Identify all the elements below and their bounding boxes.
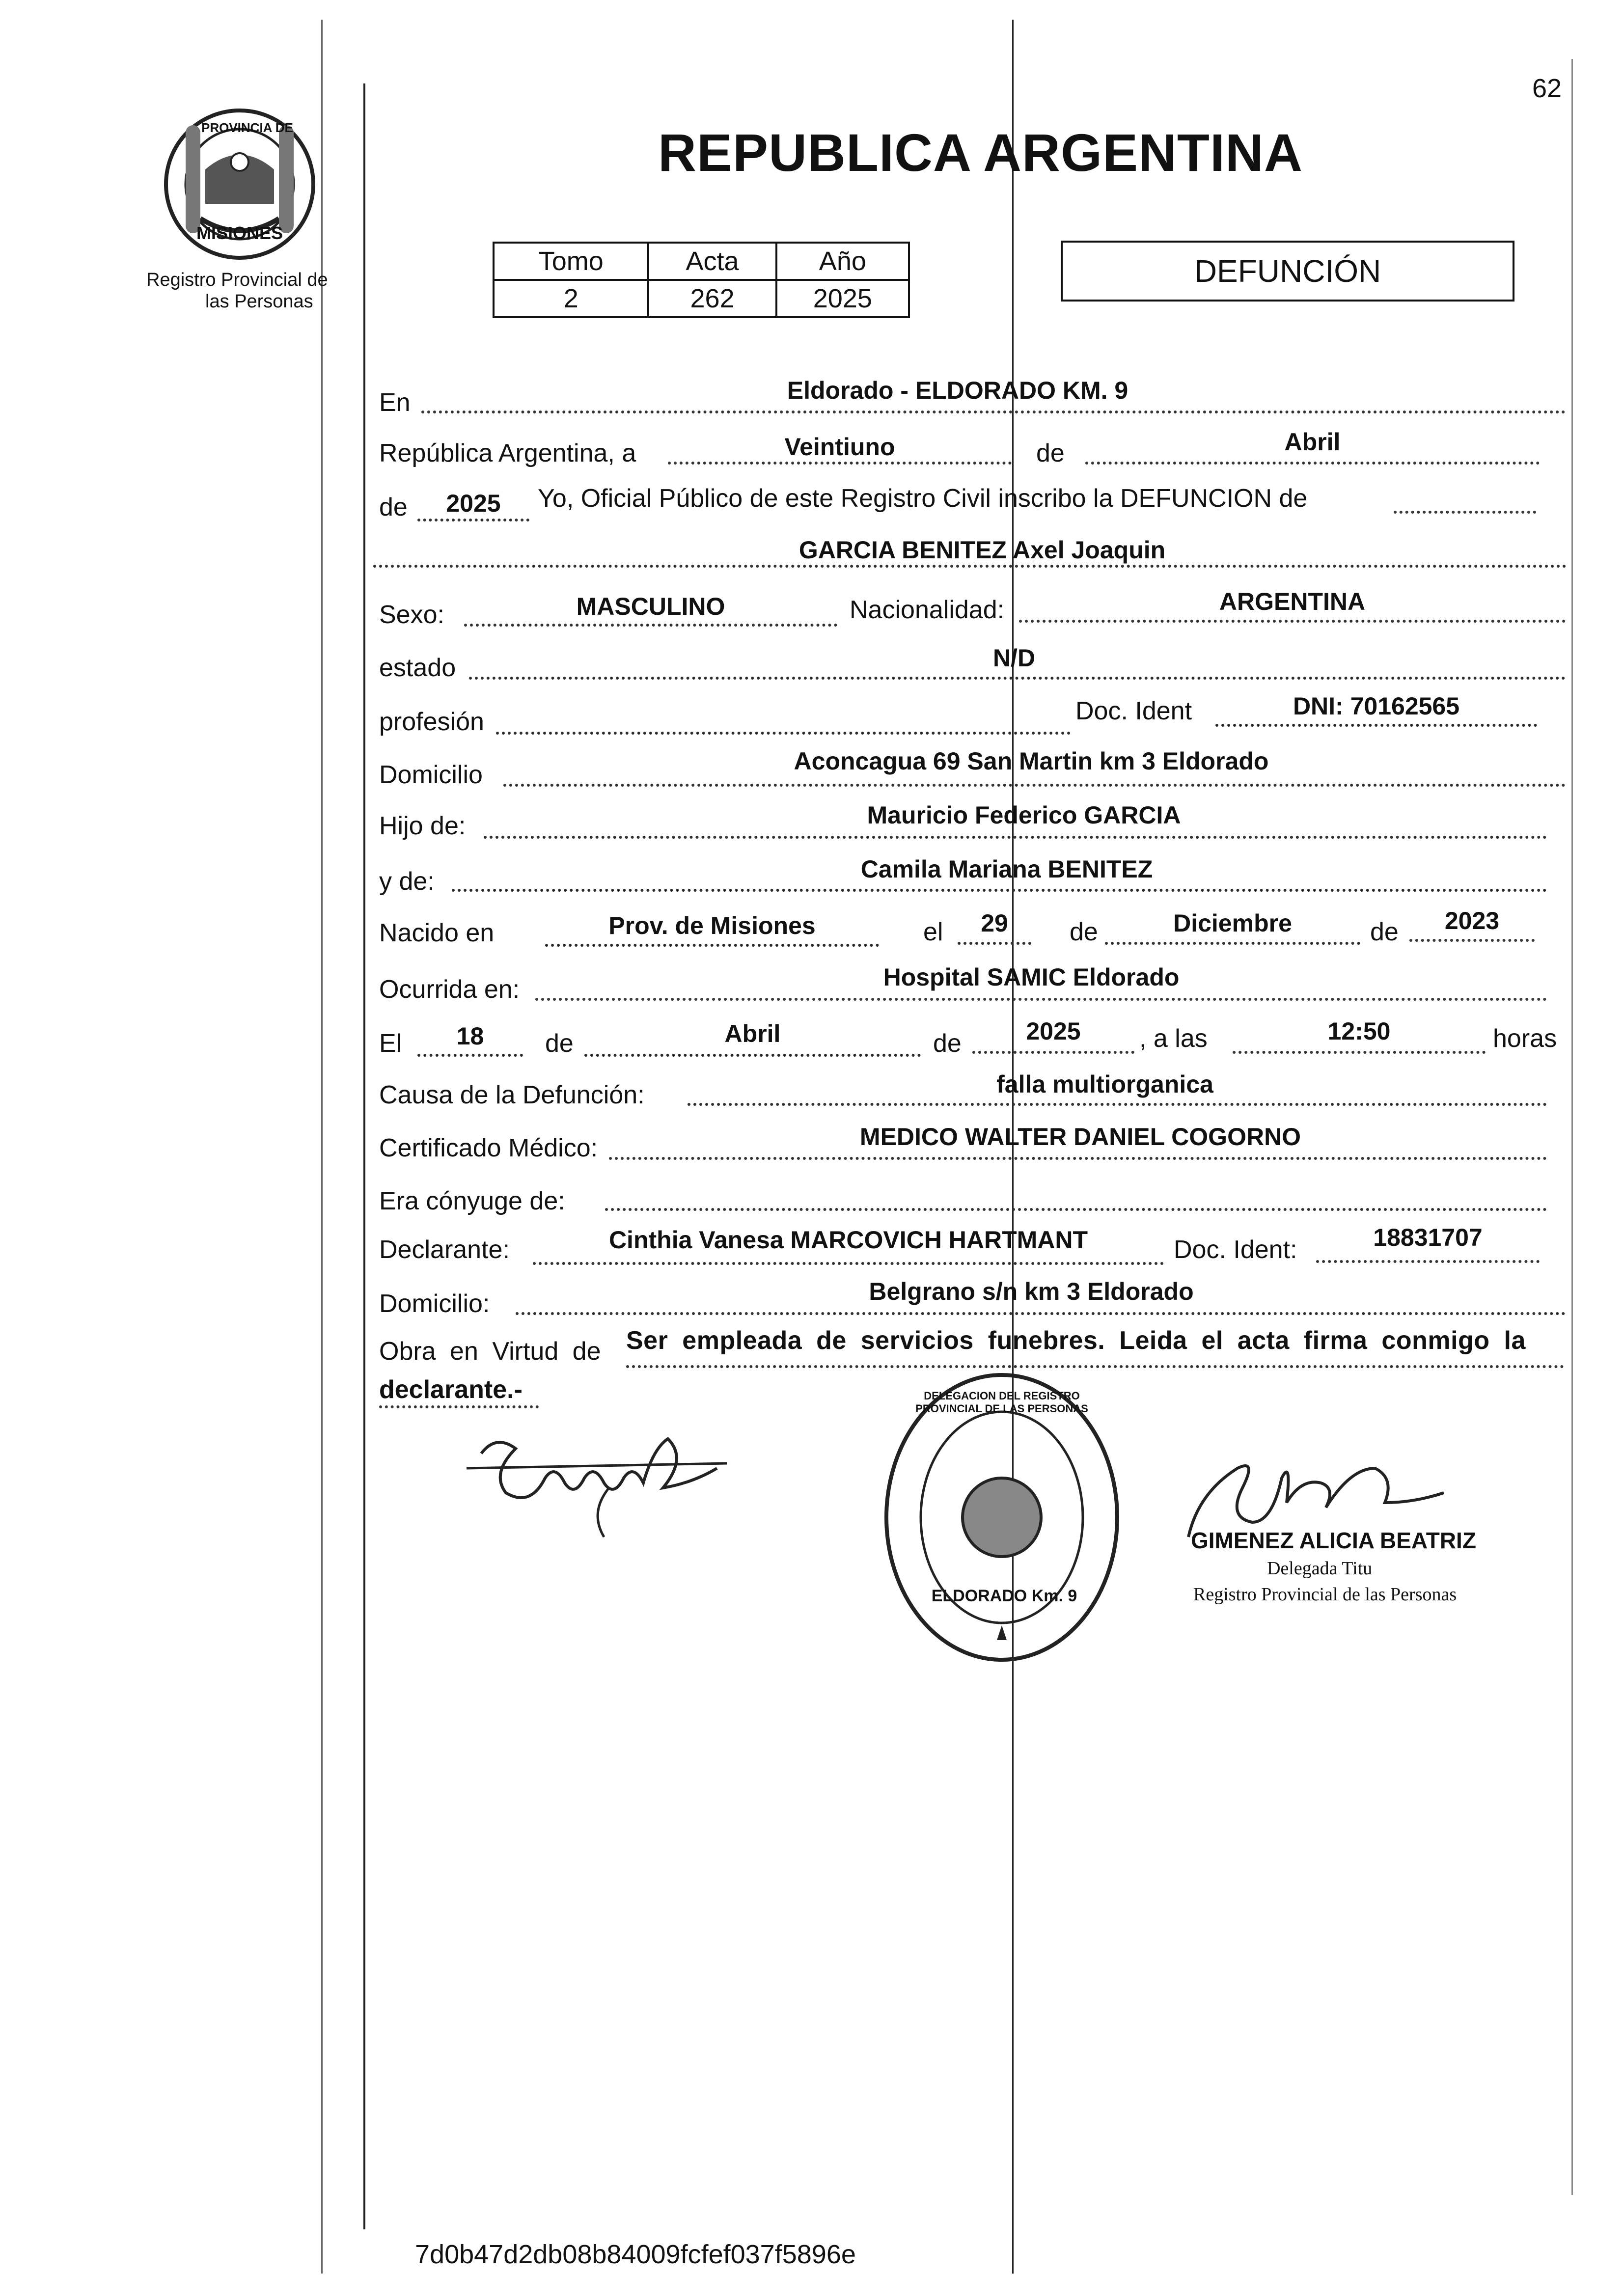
- value-nacido-mes: Diciembre: [1173, 909, 1292, 937]
- dots: [373, 565, 1567, 568]
- dots: [972, 1051, 1134, 1054]
- value-fallec-anio: 2025: [1026, 1017, 1081, 1045]
- label-ocurrida-en: Ocurrida en:: [379, 975, 520, 1004]
- dots: [609, 1157, 1547, 1160]
- record-anio: 2025: [776, 280, 909, 317]
- value-nombre: GARCIA BENITEZ Axel Joaquin: [798, 536, 1166, 564]
- label-y-de: y de:: [379, 867, 435, 896]
- label-nacionalidad: Nacionalidad:: [850, 596, 1005, 624]
- value-anio: 2025: [446, 490, 501, 517]
- dots: [1316, 1260, 1540, 1263]
- right-margin-line: [1571, 59, 1573, 2195]
- value-declarante-doc: 18831707: [1373, 1224, 1483, 1251]
- stamp-inner-text: ELDORADO Km. 9: [931, 1587, 1077, 1605]
- dots: [503, 784, 1566, 787]
- label-doc-ident2: Doc. Ident:: [1174, 1235, 1297, 1264]
- label-de3: de: [1070, 918, 1098, 946]
- value-estado: N/D: [992, 644, 1036, 672]
- dots: [1085, 462, 1540, 465]
- record-header-anio: Año: [776, 243, 909, 280]
- value-fallec-mes: Abril: [724, 1020, 781, 1047]
- label-nacido-en: Nacido en: [379, 919, 495, 947]
- record-acta: 262: [648, 280, 776, 317]
- dots: [1105, 942, 1360, 945]
- seal-text-bottom: MISIONES: [196, 223, 283, 243]
- value-declarante-domicilio: Belgrano s/n km 3 Eldorado: [869, 1278, 1194, 1305]
- dots: [1409, 939, 1535, 942]
- dots: [417, 1054, 523, 1057]
- signatory-name: GIMENEZ ALICIA BEATRIZ: [1191, 1528, 1476, 1553]
- dots: [626, 1365, 1564, 1368]
- record-tomo: 2: [494, 280, 648, 317]
- left-margin-line: [363, 83, 365, 2229]
- label-causa: Causa de la Defunción:: [379, 1081, 645, 1109]
- page-title: REPUBLICA ARGENTINA: [658, 123, 1303, 182]
- page-number: 62: [1532, 74, 1562, 103]
- label-el2: El: [379, 1029, 402, 1058]
- dots: [484, 836, 1547, 839]
- value-domicilio: Aconcagua 69 San Martin km 3 Eldorado: [794, 747, 1269, 775]
- value-mes: Abril: [1284, 428, 1341, 456]
- dots: [1215, 724, 1537, 727]
- label-sexo: Sexo:: [379, 601, 444, 629]
- registry-name-line1: Registro Provincial de: [146, 270, 328, 290]
- label-de6: de: [933, 1029, 962, 1058]
- value-declarante: Cinthia Vanesa MARCOVICH HARTMANT: [608, 1226, 1088, 1254]
- seal-text-top: PROVINCIA DE: [201, 120, 293, 135]
- label-hijo-de: Hijo de:: [379, 812, 466, 840]
- label-republica: República Argentina, a: [379, 439, 636, 467]
- value-sexo: MASCULINO: [576, 593, 725, 620]
- label-horas: horas: [1493, 1024, 1557, 1053]
- value-dia-texto: Veintiuno: [784, 433, 895, 461]
- dots: [469, 677, 1566, 680]
- label-de5: de: [545, 1029, 574, 1058]
- value-obra-line1: Ser empleada de servicios funebres. Leida el acta firma conmigo la: [626, 1326, 1526, 1355]
- dots: [496, 732, 1071, 735]
- value-ocurrida: Hospital SAMIC Eldorado: [883, 963, 1180, 991]
- dots: [688, 1103, 1547, 1106]
- dots: [417, 519, 529, 521]
- label-de2: de: [379, 493, 408, 521]
- label-domicilio2: Domicilio:: [379, 1289, 490, 1318]
- label-de4: de: [1370, 918, 1399, 946]
- value-fallec-dia: 18: [456, 1022, 484, 1050]
- value-nacido-anio: 2023: [1444, 907, 1500, 934]
- record-header-tomo: Tomo: [494, 243, 648, 280]
- label-domicilio: Domicilio: [379, 761, 483, 789]
- label-doc-ident: Doc. Ident: [1075, 697, 1192, 725]
- declarant-signature: [462, 1414, 737, 1547]
- dots: [464, 624, 837, 627]
- value-doc-ident: DNI: 70162565: [1293, 692, 1460, 720]
- stamp-outer-text: DELEGACION DEL REGISTRO PROVINCIAL DE LAS PERSONAS: [915, 1390, 1088, 1415]
- dots: [421, 411, 1566, 413]
- signatory-org: Registro Provincial de las Personas: [1193, 1584, 1457, 1605]
- value-obra-line2: declarante.-: [379, 1375, 523, 1404]
- value-causa: falla multiorganica: [996, 1070, 1213, 1098]
- label-oficial: Yo, Oficial Público de este Registro Civil inscribo la DEFUNCION de: [538, 484, 1308, 513]
- record-box: [493, 242, 910, 318]
- label-profesion: profesión: [379, 708, 484, 736]
- left-binding-line: [321, 20, 323, 2274]
- label-declarante: Declarante:: [379, 1235, 510, 1264]
- dots: [535, 998, 1547, 1001]
- dots: [668, 462, 1012, 465]
- value-lugar: Eldorado - ELDORADO KM. 9: [787, 377, 1129, 404]
- label-obra: Obra en Virtud de: [379, 1337, 601, 1366]
- dots: [1019, 620, 1566, 623]
- record-header-acta: Acta: [648, 243, 776, 280]
- dots: [379, 1405, 539, 1408]
- dots: [452, 889, 1547, 892]
- footer-hash: 7d0b47d2db08b84009fcfef037f5896e: [415, 2240, 856, 2269]
- label-el: el: [923, 918, 943, 946]
- label-a-las: , a las: [1139, 1024, 1208, 1053]
- dots: [516, 1312, 1566, 1315]
- value-nacionalidad: ARGENTINA: [1219, 588, 1366, 615]
- value-hora: 12:50: [1327, 1017, 1391, 1045]
- label-estado: estado: [379, 654, 456, 682]
- signatory-role: Delegada Titu: [1267, 1558, 1373, 1579]
- dots: [533, 1262, 1164, 1265]
- dots: [584, 1054, 921, 1057]
- value-nacido-lugar: Prov. de Misiones: [608, 912, 816, 939]
- value-padre: Mauricio Federico GARCIA: [867, 801, 1181, 829]
- label-de1: de: [1036, 439, 1065, 467]
- doc-type-box: DEFUNCIÓN: [1061, 241, 1514, 302]
- label-en: En: [379, 388, 411, 417]
- value-nacido-dia: 29: [981, 909, 1008, 937]
- dots: [1394, 511, 1536, 514]
- value-certificado: MEDICO WALTER DANIEL COGORNO: [859, 1123, 1301, 1151]
- registry-name-line2: las Personas: [205, 291, 313, 312]
- value-madre: Camila Mariana BENITEZ: [860, 855, 1153, 883]
- dots: [1233, 1051, 1486, 1054]
- label-conyuge: Era cónyuge de:: [379, 1187, 565, 1215]
- dots: [545, 944, 879, 947]
- dots: [605, 1208, 1547, 1211]
- label-certificado: Certificado Médico:: [379, 1134, 598, 1162]
- dots: [958, 942, 1031, 945]
